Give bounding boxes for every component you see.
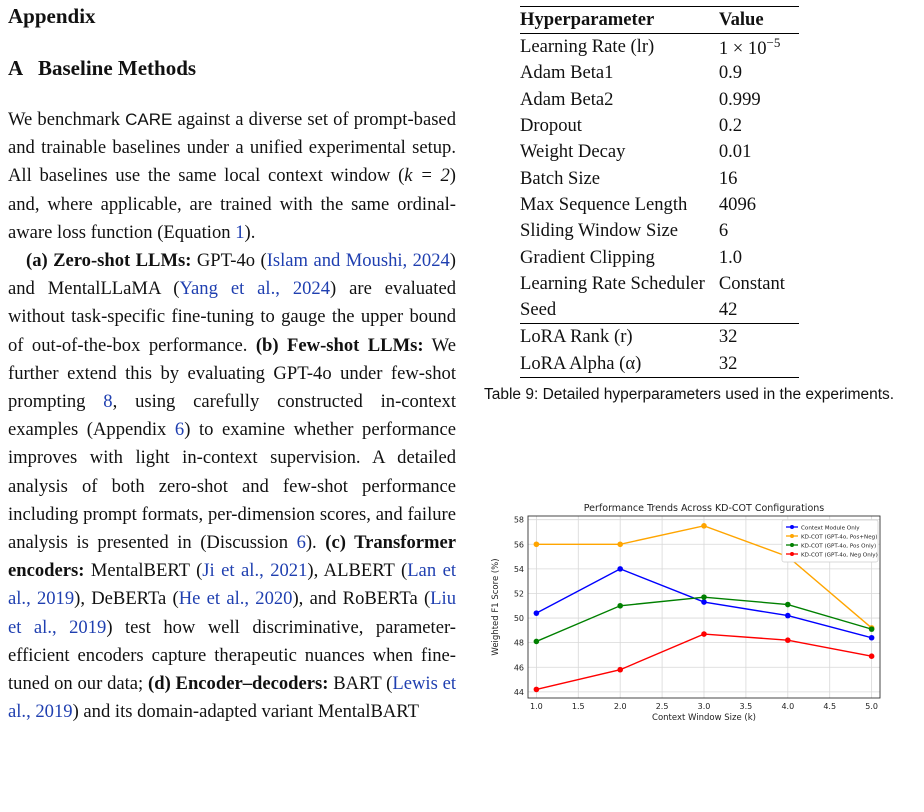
y-tick-label: 58 xyxy=(513,515,524,525)
param-name: Learning Rate Scheduler xyxy=(520,272,705,294)
param-name: Seed xyxy=(520,299,557,321)
legend-marker xyxy=(790,525,794,529)
legend-marker xyxy=(790,534,794,538)
equation-link[interactable]: 1 xyxy=(235,221,245,243)
param-value: 42 xyxy=(718,299,738,321)
table-row xyxy=(520,139,799,165)
data-point xyxy=(534,639,540,645)
x-axis-label: Context Window Size (k) xyxy=(652,713,756,723)
param-name: Sliding Window Size xyxy=(520,220,678,242)
data-point xyxy=(785,637,791,643)
param-name: Batch Size xyxy=(520,167,601,189)
table-row xyxy=(520,34,799,61)
care-name: CARE xyxy=(125,110,173,129)
param-name: Weight Decay xyxy=(520,141,626,163)
param-value: Constant xyxy=(718,272,785,294)
header-hyperparameter: Hyperparameter xyxy=(520,7,719,34)
paragraph-intro: We benchmark CARE against a diverse set of prompt-based and trainable baselines under a unified experimental setup. All baselines use the same local context window (k = 2) and, where applicable, are trained with the same ordinal-aware loss function (Equation 1). xyxy=(8,109,456,243)
reference-link[interactable]: 8 xyxy=(103,391,113,413)
table-body xyxy=(520,34,799,378)
data-point xyxy=(534,687,540,693)
appendix-title: Appendix xyxy=(8,4,96,28)
param-name: Adam Beta1 xyxy=(520,62,614,84)
math-k: k = 2 xyxy=(404,165,450,187)
x-tick-label: 1.0 xyxy=(530,702,543,711)
citation-link[interactable]: Lan et al., 2019 xyxy=(8,560,456,610)
table-row xyxy=(520,60,799,86)
section-title-text: Baseline Methods xyxy=(38,56,197,80)
citation-link[interactable]: Ji et al., 2021 xyxy=(202,560,308,582)
data-point xyxy=(617,566,623,572)
param-name: Adam Beta2 xyxy=(520,88,614,110)
y-tick-label: 46 xyxy=(513,663,524,673)
section-number: A xyxy=(8,56,24,80)
table-row xyxy=(520,165,799,191)
data-point xyxy=(869,653,875,659)
param-value: 6 xyxy=(718,220,729,242)
param-value: 4096 xyxy=(718,193,757,215)
reference-link[interactable]: 6 xyxy=(296,532,306,554)
zero-shot-heading: (a) Zero-shot LLMs: xyxy=(26,250,192,272)
citation-link[interactable]: Lewis et al., 2019 xyxy=(8,673,457,723)
param-value: 0.01 xyxy=(718,141,752,163)
x-tick-label: 5.0 xyxy=(865,702,878,711)
citation-link[interactable]: Islam and Moushi, 2024 xyxy=(266,250,450,272)
header-value: Value xyxy=(719,7,799,34)
table-caption: Table 9: Detailed hyperparameters used in the experiments. xyxy=(484,386,895,403)
table-row xyxy=(520,113,799,139)
table-row xyxy=(520,297,799,324)
param-name: Learning Rate (lr) xyxy=(520,36,655,58)
citation-link[interactable]: He et al., 2020 xyxy=(178,588,293,610)
param-name: LoRA Rank (r) xyxy=(520,324,719,351)
param-name: Max Sequence Length xyxy=(520,193,688,215)
data-point xyxy=(534,541,540,547)
legend-marker xyxy=(790,543,794,547)
data-point xyxy=(617,667,623,673)
y-tick-label: 50 xyxy=(513,614,524,624)
param-name: Gradient Clipping xyxy=(520,246,655,268)
data-point xyxy=(617,603,623,609)
table-row xyxy=(520,244,799,270)
encoder-decoder-heading: (d) Encoder–decoders: xyxy=(148,673,329,695)
citation-link[interactable]: Liu et al., 2019 xyxy=(8,588,456,638)
table-row xyxy=(520,271,799,297)
x-tick-label: 2.0 xyxy=(613,702,627,711)
data-point xyxy=(785,613,791,619)
chart-title: Performance Trends Across KD-COT Configurations xyxy=(583,503,825,514)
data-point xyxy=(701,631,707,637)
reference-link[interactable]: 6 xyxy=(174,419,185,441)
section-title xyxy=(8,56,196,81)
table-header-row xyxy=(520,7,799,34)
y-tick-label: 44 xyxy=(513,687,524,697)
y-axis-label: Weighted F1 Score (%) xyxy=(491,558,501,656)
legend-label: Context Module Only xyxy=(801,525,860,532)
body-text xyxy=(8,106,456,726)
transformer-heading: (c) Transformer encoders: xyxy=(8,532,456,582)
table-row xyxy=(520,192,799,218)
lr-base: 1 × 10 xyxy=(718,37,767,59)
x-tick-label: 2.5 xyxy=(655,702,669,711)
param-value: 0.2 xyxy=(718,115,743,137)
x-tick-label: 4.5 xyxy=(823,702,837,711)
param-value: 0.999 xyxy=(718,88,761,110)
few-shot-heading: (b) Few-shot LLMs: xyxy=(255,334,424,356)
hyperparameter-table xyxy=(520,6,799,378)
legend-label: KD-COT (GPT-4o, Pos Only) xyxy=(801,543,877,550)
y-tick-label: 48 xyxy=(513,638,524,648)
param-value xyxy=(719,34,799,61)
x-tick-label: 3.0 xyxy=(697,702,711,711)
param-value: 1.0 xyxy=(718,246,743,268)
y-tick-label: 56 xyxy=(513,540,524,550)
y-tick-label: 54 xyxy=(513,564,524,574)
paragraph-baselines: (a) Zero-shot LLMs: GPT-4o (Islam and Moushi, 2024) and MentalLLaMA (Yang et al., 2024) are evaluated without task-specific fine-tuning to gauge the upper bound of out-of-the-box performance. (b) Few-shot LLMs: We further extend this by evaluating GPT-4o under few-shot prompting 8, using carefully constructed in-context examples (Appendix 6) to examine whether performance improves with light in-context supervision. A detailed analysis of both zero-shot and few-shot performance including prompt formats, per-dimension scores, and failure analysis is presented in (Discussion 6). (c) Transformer encoders: MentalBERT (Ji et al., 2021), ALBERT (Lan et al., 2019), DeBERTa (He et al., 2020), and RoBERTa (Liu et al., 2019) test how well discriminative, parameter-efficient encoders capture therapeutic nuances when fine-tuned on our data; (d) Encoder–decoders: BART (Lewis et al., 2019) and its domain-adapted variant MentalBART xyxy=(8,250,457,723)
data-point xyxy=(534,610,540,616)
table-row xyxy=(520,324,799,351)
param-name: Dropout xyxy=(520,115,582,137)
x-tick-label: 4.0 xyxy=(781,702,795,711)
param-name: LoRA Alpha (α) xyxy=(520,351,719,378)
data-point xyxy=(869,626,875,632)
data-point xyxy=(617,541,623,547)
data-point xyxy=(869,635,875,641)
data-point xyxy=(701,599,707,605)
data-point xyxy=(701,523,707,529)
x-tick-label: 1.5 xyxy=(571,702,585,711)
table-row xyxy=(520,87,799,113)
line-chart xyxy=(484,500,884,732)
param-value: 16 xyxy=(718,167,738,189)
table-row xyxy=(520,351,799,378)
legend-label: KD-COT (GPT-4o, Neg Only) xyxy=(801,552,878,559)
data-point xyxy=(701,594,707,600)
x-tick-label: 3.5 xyxy=(739,702,753,711)
data-point xyxy=(785,602,791,608)
param-value: 0.9 xyxy=(718,62,743,84)
y-tick-label: 52 xyxy=(513,589,524,599)
chart-container xyxy=(484,500,884,737)
table-row xyxy=(520,218,799,244)
param-value: 32 xyxy=(719,324,799,351)
citation-link[interactable]: Yang et al., 2024 xyxy=(179,278,331,300)
lr-exponent: −5 xyxy=(766,34,781,50)
legend-marker xyxy=(790,552,794,556)
legend-label: KD-COT (GPT-4o, Pos+Neg) xyxy=(801,534,878,541)
param-value: 32 xyxy=(719,351,799,378)
